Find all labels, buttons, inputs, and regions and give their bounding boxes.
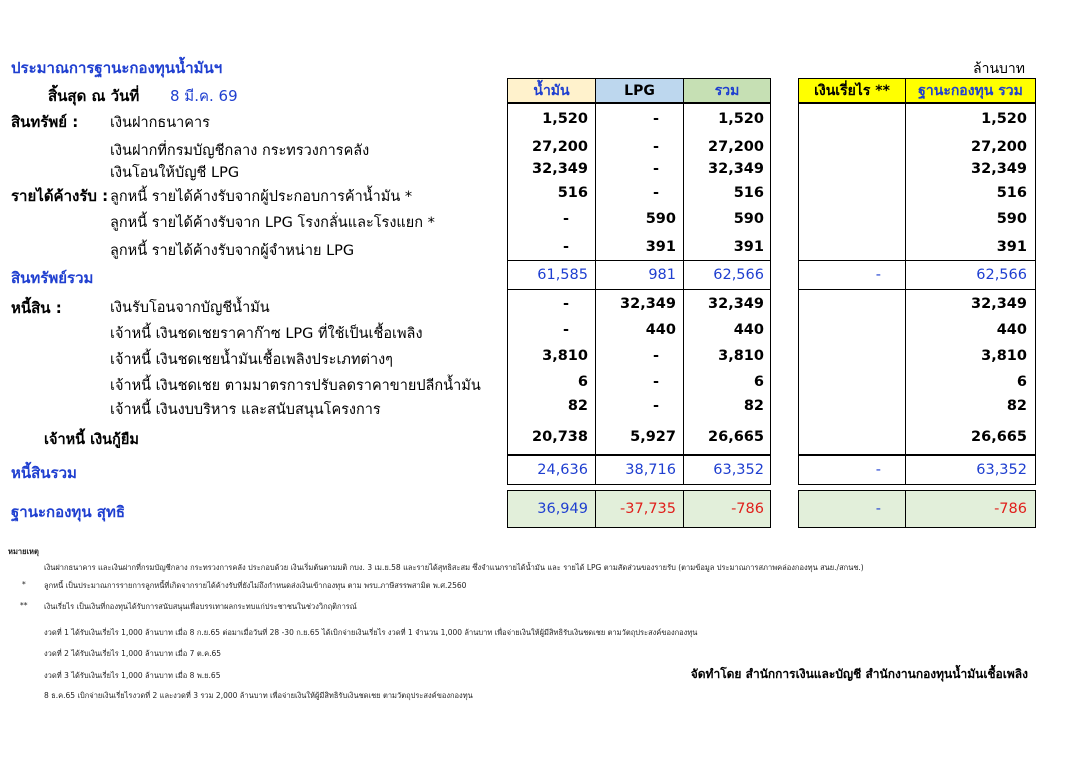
cell-recv-oil-oil: 516 — [557, 185, 588, 201]
note-6: งวดที่ 3 ได้รับเงินเรี่ยไร 1,000 ล้านบาท เมื่อ 8 พ.ย.65 — [44, 671, 221, 680]
cell-sub-oil-types-total: 3,810 — [718, 348, 764, 364]
section-liabilities-total: หนี้สินรวม — [11, 464, 77, 482]
cell-comptroller-oil: 27,200 — [532, 139, 588, 155]
cell-net-loan: - — [875, 501, 881, 517]
cell-sub-lpg-fuel-lpg: 440 — [645, 322, 676, 338]
cell-net-fund: -786 — [994, 501, 1027, 517]
cell-recv-oil-lpg: - — [652, 185, 659, 201]
cell-bank-fund: 1,520 — [981, 111, 1027, 127]
cell-recv-oil-total: 516 — [733, 185, 764, 201]
section-assets: สินทรัพย์ : — [11, 113, 79, 131]
cell-comptroller-lpg: - — [652, 139, 659, 155]
cell-sub-oil-types-lpg: - — [652, 348, 659, 364]
cell-assets-total-total: 62,566 — [713, 267, 764, 283]
cell-liab-total-loan: - — [875, 462, 881, 478]
row-label-loans: เจ้าหนี้ เงินกู้ยืม — [44, 432, 139, 448]
row-label-sub-retail: เจ้าหนี้ เงินชดเชย ตามมาตรการปรับลดราคาขายปลีกน้ำมัน — [110, 378, 481, 394]
row-label-sub-lpg-fuel: เจ้าหนี้ เงินชดเชยราคาก๊าซ LPG ที่ใช้เป็นเชื้อเพลิง — [110, 326, 423, 342]
cell-admin-total: 82 — [743, 398, 764, 414]
cell-loans-oil: 20,738 — [532, 429, 588, 445]
section-net: ฐานะกองทุน สุทธิ — [11, 503, 125, 521]
col-header-oil: น้ำมัน — [507, 78, 596, 103]
row-label-recv-oil: ลูกหนี้ รายได้ค้างรับจากผู้ประกอบการค้าน้ำมัน * — [110, 189, 413, 205]
cell-recv-refinery-oil: - — [562, 211, 569, 227]
cell-recv-dist-fund: 391 — [996, 239, 1027, 255]
cell-sub-oil-types-fund: 3,810 — [981, 348, 1027, 364]
cell-transfer-lpg-total: 32,349 — [708, 161, 764, 177]
cell-loans-lpg: 5,927 — [630, 429, 676, 445]
cell-assets-total-loan: - — [875, 267, 881, 283]
cell-recv-dist-total: 391 — [733, 239, 764, 255]
cell-admin-oil: 82 — [567, 398, 588, 414]
col-header-fund-total: ฐานะกองทุน รวม — [905, 78, 1036, 103]
cell-bank-oil: 1,520 — [542, 111, 588, 127]
note-5: งวดที่ 2 ได้รับเงินเรี่ยไร 1,000 ล้านบาท เมื่อ 7 ต.ค.65 — [44, 649, 222, 658]
cell-assets-total-lpg: 981 — [648, 267, 676, 283]
notes-title: หมายเหตุ — [8, 547, 39, 556]
cell-liab-total-oil: 24,636 — [537, 462, 588, 478]
cell-net-oil: 36,949 — [537, 501, 588, 517]
cell-admin-lpg: - — [652, 398, 659, 414]
section-liabilities: หนี้สิน : — [11, 299, 62, 317]
row-label-comptroller: เงินฝากที่กรมบัญชีกลาง กระทรวงการคลัง — [110, 143, 370, 159]
cell-transfer-lpg-oil: 32,349 — [532, 161, 588, 177]
note-7: 8 ธ.ค.65 เบิกจ่ายเงินเรี่ยไรงวดที่ 2 และงวดที่ 3 รวม 2,000 ล้านบาท เพื่อจ่ายเงินให้ผู้มีสิทธิรับเงินชดเชย ตามวัตถุประสงค์ของกองทุน — [44, 691, 473, 700]
cell-comptroller-fund: 27,200 — [971, 139, 1027, 155]
prepared-by: จัดทำโดย สำนักการเงินและบัญชี สำนักงานกองทุนน้ำมันเชื้อเพลิง — [690, 667, 1028, 681]
cell-recv-refinery-total: 590 — [733, 211, 764, 227]
note-4: งวดที่ 1 ได้รับเงินเรี่ยไร 1,000 ล้านบาท เมื่อ 8 ก.ย.65 ต่อมาเมื่อวันที่ 28 -30 ก.ย.65 ได้เบิกจ่ายเงินเรี่ยไร งวดที่ 1 จำนวน 1,000 ล้านบาท เพื่อจ่ายเงินให้ผู้มีสิทธิรับเงินชดเชย ตามวัตถุประสงค์ของกองทุน — [44, 628, 698, 637]
cell-sub-lpg-fuel-fund: 440 — [996, 322, 1027, 338]
cell-sub-lpg-fuel-oil: - — [562, 322, 569, 338]
cell-recv-from-oil-total: 32,349 — [708, 296, 764, 312]
cell-transfer-lpg-fund: 32,349 — [971, 161, 1027, 177]
cell-bank-total: 1,520 — [718, 111, 764, 127]
as-of-label: สิ้นสุด ณ วันที่ — [48, 87, 140, 105]
row-label-recv-from-oil: เงินรับโอนจากบัญชีน้ำมัน — [110, 300, 270, 316]
note-3: เงินเรี่ยไร เป็นเงินที่กองทุนได้รับการสนับสนุนเพื่อบรรเทาผลกระทบแก่ประชาชนในช่วงวิกฤติการณ์ — [44, 602, 357, 611]
note-3-mark: ** — [20, 601, 28, 610]
as-of-date: 8 มี.ค. 69 — [170, 87, 238, 105]
cell-recv-from-oil-lpg: 32,349 — [620, 296, 676, 312]
note-2: ลูกหนี้ เป็นประมาณการรายการลูกหนี้ที่เกิดจากรายได้ค้างรับที่ยังไม่ถึงกำหนดส่งเงินเข้ากองทุน ตาม พรบ.ภาษีสรรพสามิต พ.ศ.2560 — [44, 581, 467, 590]
section-assets-total: สินทรัพย์รวม — [11, 269, 94, 287]
cell-net-lpg: -37,735 — [620, 501, 676, 517]
cell-net-total: -786 — [731, 501, 764, 517]
section-receivables: รายได้ค้างรับ : — [11, 187, 109, 205]
row-label-bank: เงินฝากธนาคาร — [110, 115, 210, 131]
cell-liab-total-lpg: 38,716 — [625, 462, 676, 478]
note-1: เงินฝากธนาคาร และเงินฝากที่กรมบัญชีกลาง กระทรวงการคลัง ประกอบด้วย เงินเริ่มต้นตามมติ กบง. 3 เม.ย.58 และรายได้สุทธิสะสม ซึ่งจำแนกรายได้น้ำมัน และ รายได้ LPG ตามสัดส่วนของรายรับ (ตามข้อมูล ประมาณการสภาพคล่องกองทุน สนย./สกนช.) — [44, 563, 864, 572]
cell-loans-total: 26,665 — [708, 429, 764, 445]
row-label-recv-dist: ลูกหนี้ รายได้ค้างรับจากผู้จำหน่าย LPG — [110, 243, 355, 259]
cell-recv-from-oil-fund: 32,349 — [971, 296, 1027, 312]
unit-label: ล้านบาท — [973, 61, 1025, 77]
cell-recv-refinery-fund: 590 — [996, 211, 1027, 227]
col-header-total: รวม — [683, 78, 771, 103]
col-header-loan: เงินเรี่ยไร ** — [798, 78, 906, 103]
cell-liab-total-fund: 63,352 — [976, 462, 1027, 478]
cell-sub-retail-fund: 6 — [1016, 374, 1027, 390]
cell-sub-retail-oil: 6 — [577, 374, 588, 390]
cell-bank-lpg: - — [652, 111, 659, 127]
cell-assets-total-oil: 61,585 — [537, 267, 588, 283]
cell-liab-total-total: 63,352 — [713, 462, 764, 478]
cell-comptroller-total: 27,200 — [708, 139, 764, 155]
cell-recv-dist-lpg: 391 — [645, 239, 676, 255]
row-label-recv-refinery: ลูกหนี้ รายได้ค้างรับจาก LPG โรงกลั่นและโรงแยก * — [110, 215, 435, 231]
cell-transfer-lpg-lpg: - — [652, 161, 659, 177]
col-header-lpg: LPG — [595, 78, 684, 103]
row-label-transfer-lpg: เงินโอนให้บัญชี LPG — [110, 165, 240, 181]
cell-recv-refinery-lpg: 590 — [645, 211, 676, 227]
row-label-sub-oil-types: เจ้าหนี้ เงินชดเชยน้ำมันเชื้อเพลิงประเภทต่างๆ — [110, 352, 393, 368]
cell-recv-dist-oil: - — [562, 239, 569, 255]
cell-admin-fund: 82 — [1006, 398, 1027, 414]
cell-recv-from-oil-oil: - — [562, 296, 569, 312]
cell-sub-retail-total: 6 — [753, 374, 764, 390]
page-title: ประมาณการฐานะกองทุนน้ำมันฯ — [11, 59, 223, 77]
note-2-mark: * — [22, 580, 26, 589]
cell-recv-oil-fund: 516 — [996, 185, 1027, 201]
cell-loans-fund: 26,665 — [971, 429, 1027, 445]
row-label-admin: เจ้าหนี้ เงินงบบริหาร และสนับสนุนโครงการ — [110, 402, 381, 418]
cell-sub-lpg-fuel-total: 440 — [733, 322, 764, 338]
cell-assets-total-fund: 62,566 — [976, 267, 1027, 283]
cell-sub-retail-lpg: - — [652, 374, 659, 390]
cell-sub-oil-types-oil: 3,810 — [542, 348, 588, 364]
